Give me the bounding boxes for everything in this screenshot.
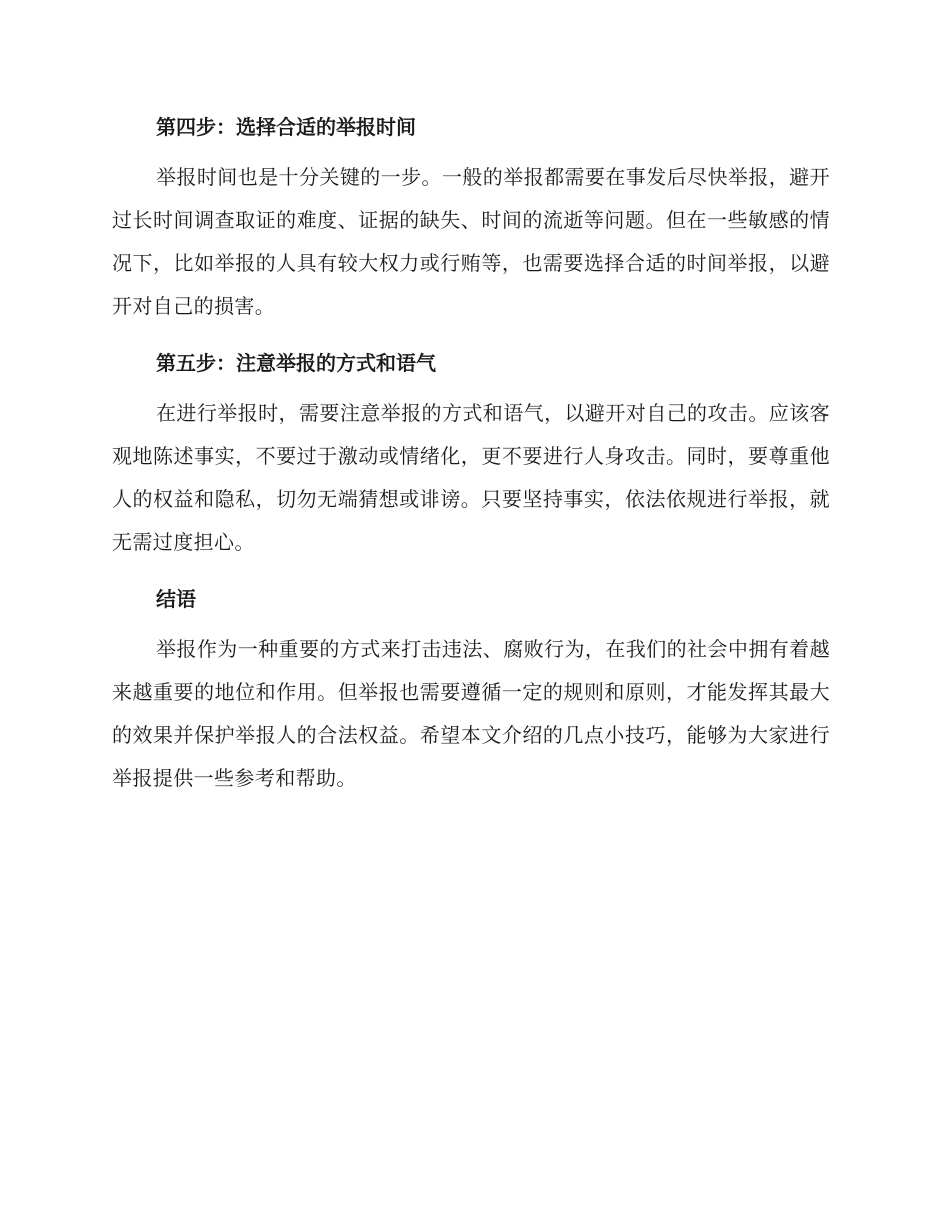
section-paragraph: 举报作为一种重要的方式来打击违法、腐败行为，在我们的社会中拥有着越来越重要的地位和作用。但举报也需要遵循一定的规则和原则，才能发挥其最大的效果并保护举报人的合法权益。希望本文介绍的几点小技巧，能够为大家进行举报提供一些参考和帮助。 [112,637,830,790]
section-heading: 第四步：选择合适的举报时间 [156,115,416,139]
section-paragraph: 举报时间也是十分关键的一步。一般的举报都需要在事发后尽快举报，避开过长时间调查取证的难度、证据的缺失、时间的流逝等问题。但在一些敏感的情况下，比如举报的人具有较大权力或行贿等，也需要选择合适的时间举报，以避开对自己的损害。 [112,165,830,318]
section-paragraph: 在进行举报时，需要注意举报的方式和语气，以避开对自己的攻击。应该客观地陈述事实，不要过于激动或情绪化，更不要进行人身攻击。同时，要尊重他人的权益和隐私，切勿无端猜想或诽谤。只要坚持事实，依法依规进行举报，就无需过度担心。 [112,401,830,554]
section-heading: 结语 [156,587,196,611]
section-heading: 第五步：注意举报的方式和语气 [156,351,436,375]
section-step-four [112,112,830,328]
section-step-five [112,348,830,564]
section-conclusion [112,584,830,800]
